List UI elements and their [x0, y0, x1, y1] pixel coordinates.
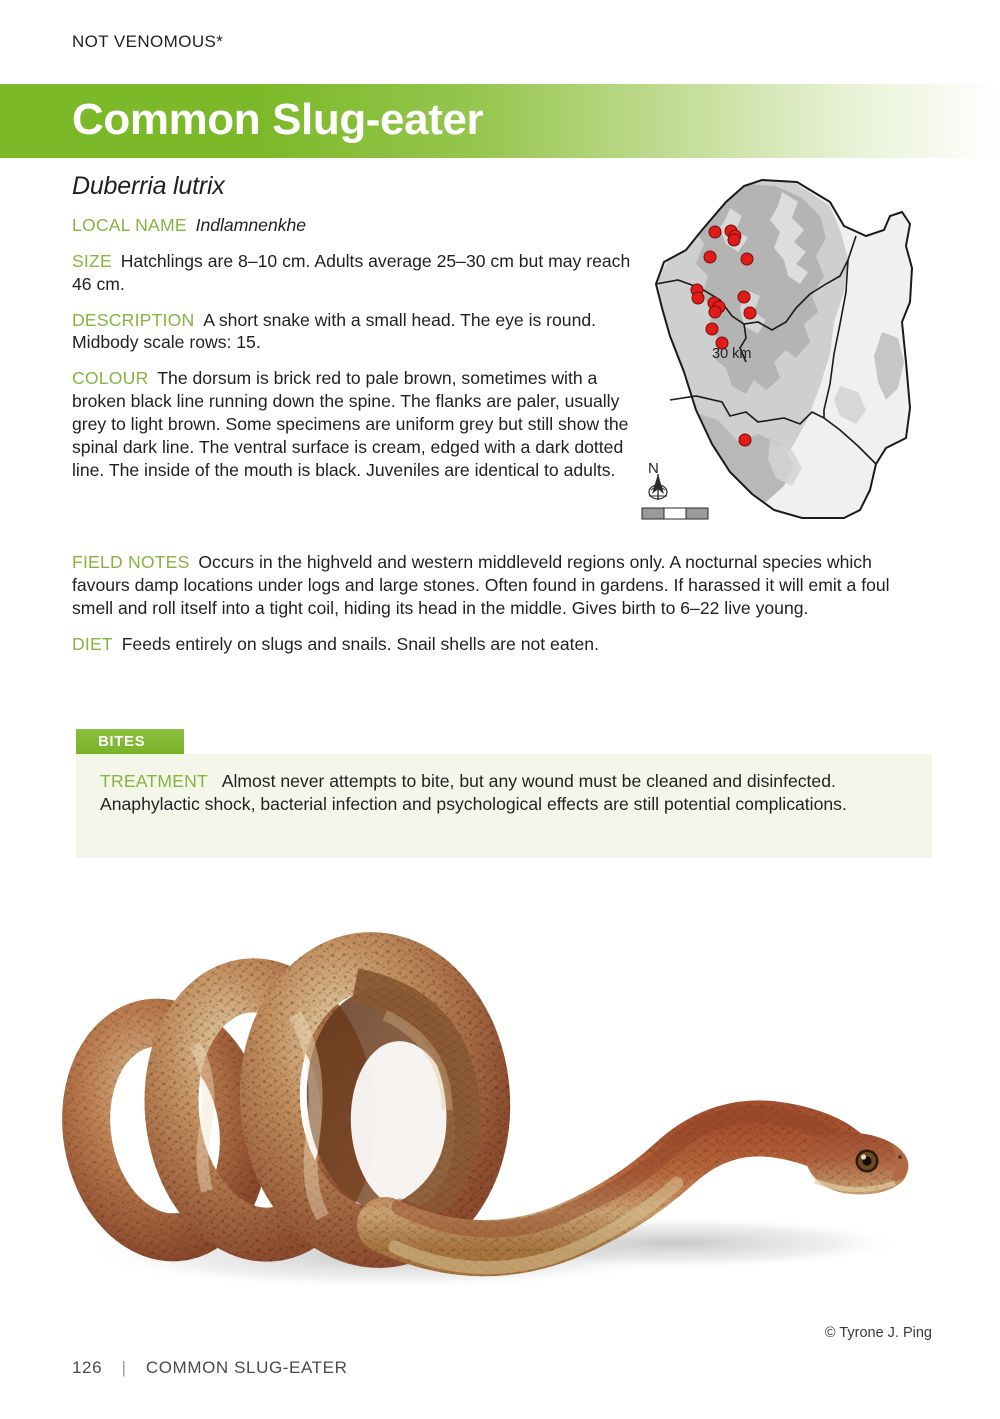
species-photograph [55, 895, 945, 1305]
species-notes-column [72, 551, 928, 668]
species-entry-1 [72, 250, 638, 296]
species-note-1 [72, 633, 928, 656]
species-entry-value-0: Indlamnenkhe [186, 215, 307, 235]
bites-tab-label: BITES [98, 733, 146, 750]
bites-section-tab [76, 729, 184, 754]
species-details-column [72, 214, 638, 495]
species-note-value-1: Feeds entirely on slugs and snails. Snail shells are not eaten. [112, 633, 599, 654]
species-entry-label-1: SIZE [72, 250, 112, 271]
photo-credit: © Tyrone J. Ping [824, 1325, 932, 1341]
bites-treatment-text [100, 770, 900, 816]
treatment-label: TREATMENT [100, 771, 209, 791]
species-entry-value-1: Hatchlings are 8–10 cm. Adults average 25–30 cm but may reach 46 cm. [72, 250, 631, 294]
running-head: COMMON SLUG-EATER [145, 1358, 348, 1377]
species-entry-2 [72, 309, 638, 355]
north-arrow-icon [649, 474, 667, 500]
species-photograph-svg [55, 895, 945, 1305]
map-scale-bar [642, 508, 708, 519]
species-entry-value-2: A short snake with a small head. The eye is round. Midbody scale rows: 15. [72, 309, 597, 353]
page-title: Common Slug-eater [72, 95, 484, 144]
species-note-label-1: DIET [72, 633, 113, 654]
treatment-body: Almost never attempts to bite, but any wound must be cleaned and disinfected. Anaphylactic shock, bacterial infection and psychological effects are still potential complications. [100, 771, 847, 814]
title-banner [0, 84, 1000, 158]
venom-status-label: NOT VENOMOUS* [72, 32, 224, 51]
species-entry-label-3: COLOUR [72, 368, 149, 389]
north-arrow-label: N [648, 460, 659, 477]
folio-separator: | [121, 1358, 127, 1377]
species-entry-label-2: DESCRIPTION [72, 309, 195, 330]
scientific-name: Duberria lutrix [72, 172, 225, 200]
scale-bar-label: 30 km [712, 346, 752, 362]
species-note-0 [72, 551, 928, 620]
species-note-label-0: FIELD NOTES [72, 552, 190, 572]
distribution-map [634, 172, 930, 532]
distribution-map-svg [634, 172, 930, 532]
species-entry-label-0: LOCAL NAME [72, 215, 187, 235]
species-entry-0 [72, 214, 638, 237]
bites-treatment-box [76, 754, 932, 858]
species-entry-value-3: The dorsum is brick red to pale brown, sometimes with a broken black line running down the spine. The flanks are paler, usually grey to light brown. Some specimens are uniform grey but still show the spinal dark line. The ventral surface is cream, edged with a dark dotted line. The inside of the mouth is black. Juveniles are identical to adults. [72, 368, 629, 480]
snake-eye [856, 1150, 879, 1173]
page-number: 126 [72, 1358, 103, 1377]
footer-folio [72, 1358, 347, 1378]
species-entry-3 [72, 367, 638, 481]
species-note-value-0: Occurs in the highveld and western middleveld regions only. A nocturnal species which favours damp locations under logs and large stones. Often found in gardens. If harassed it will emit a foul smell and roll itself into a tight coil, hiding its head in the middle. Gives birth to 6–22 live young. [72, 552, 890, 618]
